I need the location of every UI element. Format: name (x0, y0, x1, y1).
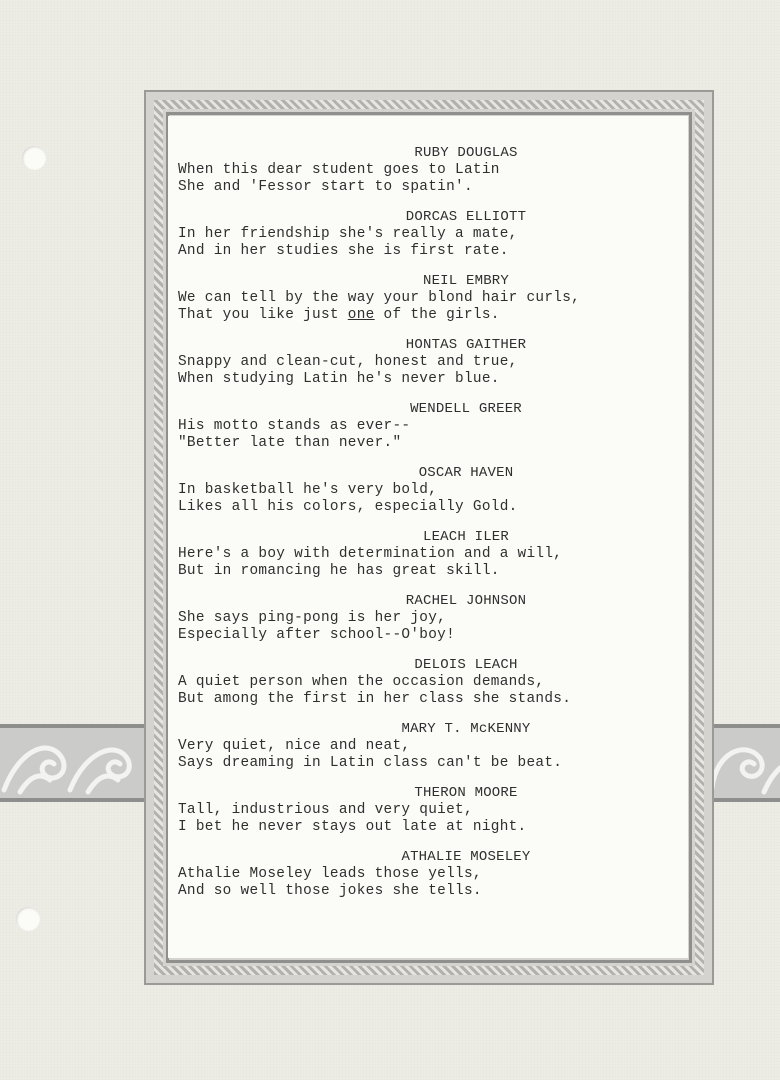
entry-name: DORCAS ELLIOTT (405, 209, 527, 225)
entry (176, 401, 686, 452)
entry-line: And so well those jokes she tells. (178, 883, 482, 899)
entries-list (176, 145, 686, 913)
scroll-ornament-icon (0, 728, 146, 798)
entry-name: DELOIS LEACH (414, 657, 518, 673)
entry-line: Likes all his colors, especially Gold. (178, 499, 518, 515)
entry (176, 849, 686, 900)
punch-hole-bottom (16, 907, 40, 931)
entry (176, 209, 686, 260)
entry-line: We can tell by the way your blond hair curls, (178, 290, 581, 306)
entry-line: Tall, industrious and very quiet, (178, 802, 473, 818)
entry (176, 657, 686, 708)
entry-line: A quiet person when the occasion demands, (178, 674, 545, 690)
entry-line: She and 'Fessor start to spatin'. (178, 179, 473, 195)
entry-line: Here's a boy with determination and a will, (178, 546, 563, 562)
entry-name: RUBY DOUGLAS (414, 145, 518, 161)
entry-line: And in her studies she is first rate. (178, 243, 509, 259)
entry-line: But in romancing he has great skill. (178, 563, 500, 579)
entry (176, 785, 686, 836)
entry (176, 465, 686, 516)
entry-name: LEACH ILER (422, 529, 509, 545)
entry (176, 273, 686, 324)
punch-hole-top (22, 146, 46, 170)
entry-line: Athalie Moseley leads those yells, (178, 866, 482, 882)
underlined-word: one (347, 307, 375, 323)
entry-line: In her friendship she's really a mate, (178, 226, 518, 242)
entry-line: His motto stands as ever-- (178, 418, 411, 434)
entry-line: I bet he never stays out late at night. (178, 819, 527, 835)
entry (176, 145, 686, 196)
entry-line: Says dreaming in Latin class can't be beat. (178, 755, 563, 771)
entry-line: In basketball he's very bold, (178, 482, 438, 498)
entry-line: She says ping-pong is her joy, (178, 610, 447, 626)
entry-line: Snappy and clean-cut, honest and true, (178, 354, 518, 370)
entry-line: But among the first in her class she stands. (178, 691, 572, 707)
entry (176, 721, 686, 772)
entry-name: MARY T. McKENNY (401, 721, 531, 737)
right-ornament-band (706, 724, 780, 802)
entry-line: When this dear student goes to Latin (178, 162, 500, 178)
entry-name: HONTAS GAITHER (405, 337, 527, 353)
left-ornament-band (0, 724, 146, 802)
entry (176, 593, 686, 644)
entry-line: Especially after school--O'boy! (178, 627, 456, 643)
entry-line: Very quiet, nice and neat, (178, 738, 411, 754)
entry-line: That you like just one of the girls. (178, 307, 500, 323)
entry (176, 529, 686, 580)
entry-line: "Better late than never." (178, 435, 402, 451)
entry-name: ATHALIE MOSELEY (401, 849, 531, 865)
entry-name: OSCAR HAVEN (418, 465, 514, 481)
entry-name: NEIL EMBRY (422, 273, 509, 289)
entry (176, 337, 686, 388)
scroll-ornament-icon (706, 728, 780, 798)
entry-name: THERON MOORE (414, 785, 518, 801)
entry-name: RACHEL JOHNSON (405, 593, 527, 609)
entry-name: WENDELL GREER (410, 401, 522, 417)
entry-line: When studying Latin he's never blue. (178, 371, 500, 387)
